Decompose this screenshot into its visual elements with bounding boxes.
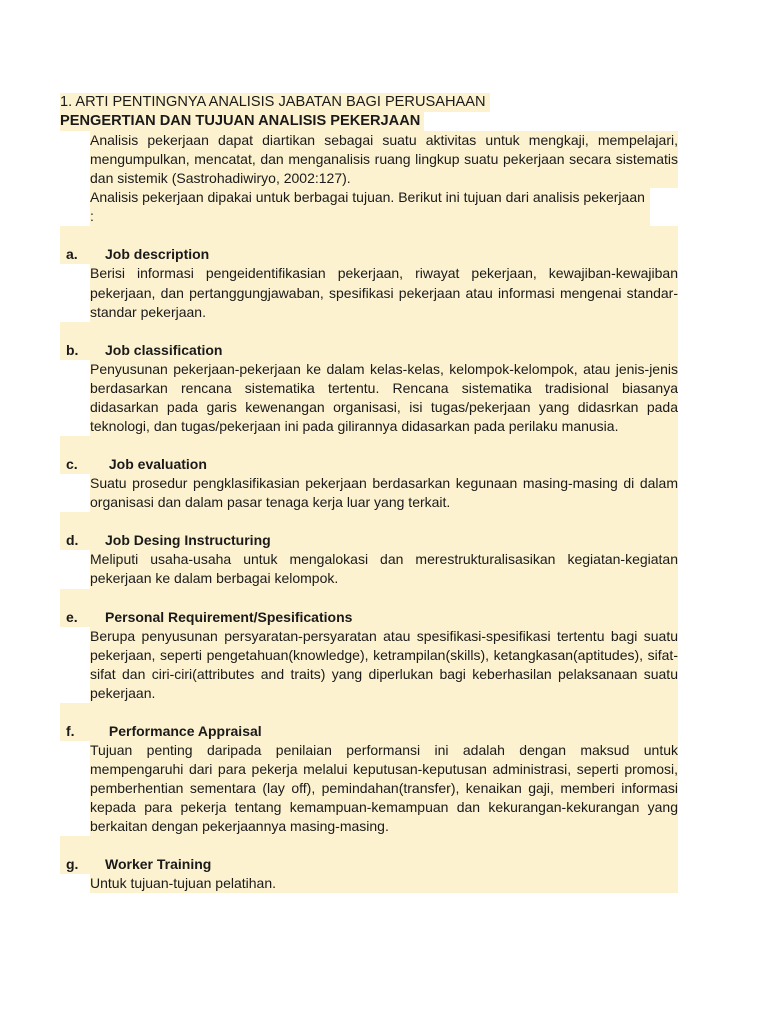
- list-heading-text: Performance Appraisal: [105, 722, 262, 739]
- list-letter: f.: [66, 722, 75, 739]
- spacer: [60, 436, 678, 455]
- list-heading-text: Personal Requirement/Spesifications: [105, 608, 353, 625]
- spacer: [60, 226, 678, 245]
- list-item-body-e: Berupa penyusunan persyaratan-persyaratan atau spesifikasi-spesifikasi tertentu bagi suatu pekerjaan, seperti pengetahuan(knowledge), ketrampilan(skills), ketangkasan(aptitudes), sifat-sifat dan ciri-ciri(attributes and traits) yang diperlukan bagi keberhasilan pelaksanaan suatu pekerjaan.: [90, 627, 678, 703]
- list-item-heading-d: [60, 531, 678, 550]
- document-title: 1. ARTI PENTINGNYA ANALISIS JABATAN BAGI PERUSAHAAN: [60, 93, 490, 112]
- list-item-heading-e: [60, 608, 678, 627]
- list-item-heading-a: [60, 245, 678, 264]
- list-letter: b.: [66, 341, 79, 358]
- spacer: [60, 589, 678, 608]
- section-heading: PENGERTIAN DAN TUJUAN ANALISIS PEKERJAAN: [60, 112, 424, 131]
- list-letter: a.: [66, 246, 78, 263]
- list-heading-text: Job classification: [105, 341, 223, 358]
- list-heading-text: Job description: [105, 246, 210, 263]
- document-page: [60, 93, 678, 893]
- list-item-body-d: Meliputi usaha-usaha untuk mengalokasi dan merestrukturalisasikan kegiatan-kegiatan pekerjaan ke dalam berbagai kelompok.: [90, 550, 678, 588]
- list-item-heading-c: [60, 455, 678, 474]
- list-item-heading-b: [60, 341, 678, 360]
- spacer: [60, 322, 678, 341]
- list-item-body-a: Berisi informasi pengeidentifikasian pekerjaan, riwayat pekerjaan, kewajiban-kewajiban pekerjaan, dan pertanggungjawaban, spesifikasi pekerjaan atau informasi mengenai standar- standar pekerjaan.: [90, 264, 678, 321]
- list-heading-text: Job Desing Instructuring: [105, 532, 271, 549]
- list-item-heading-g: [60, 855, 678, 874]
- intro-paragraph-1: Analisis pekerjaan dapat diartikan sebagai suatu aktivitas untuk mengkaji, mempelajari, mengumpulkan, mencatat, dan menganalisis ruang lingkup suatu pekerjaan secara sistematis dan sistemik (Sastrohadiwiryo, 2002:127).: [90, 131, 678, 188]
- list-letter: d.: [66, 532, 79, 549]
- spacer: [60, 512, 678, 531]
- list-letter: g.: [66, 856, 79, 873]
- list-item-body-f: Tujuan penting daripada penilaian performansi ini adalah dengan maksud untuk mempengaruhi dari para pekerja melalui keputusan-keputusan administrasi, seperti promosi, pemberhentian sementara (lay off), pemindahan(transfer), kenaikan gaji, memberi informasi kepada para pekerja tentang kemampuan-kemampuan dan kekurangan-kekurangan yang berkaitan dengan pekerjaannya masing-masing.: [90, 741, 678, 836]
- list-item-body-g: Untuk tujuan-tujuan pelatihan.: [90, 874, 678, 893]
- list-item-body-b: Penyusunan pekerjaan-pekerjaan ke dalam kelas-kelas, kelompok-kelompok, atau jenis-jenis berdasarkan rencana sistematika tertentu. Rencana sistematika tradisional biasanya didasarkan pada garis kewenangan organisasi, isi tugas/pekerjaan yang didasrkan pada teknologi, dan tugas/pekerjaan ini pada gilirannya didasarkan pada perilaku manusia.: [90, 360, 678, 436]
- list-heading-text: Worker Training: [105, 856, 212, 873]
- list-heading-text: Job evaluation: [105, 456, 207, 473]
- spacer: [60, 703, 678, 722]
- intro-paragraph-2: Analisis pekerjaan dipakai untuk berbagai tujuan. Berikut ini tujuan dari analisis pekerjaan :: [90, 188, 650, 226]
- spacer: [60, 836, 678, 855]
- list-letter: c.: [66, 456, 78, 473]
- list-item-body-c: Suatu prosedur pengklasifikasian pekerjaan berdasarkan kegunaan masing-masing di dalam organisasi dan dalam pasar tenaga kerja luar yang terkait.: [90, 474, 678, 512]
- list-item-heading-f: [60, 722, 678, 741]
- list-letter: e.: [66, 608, 78, 625]
